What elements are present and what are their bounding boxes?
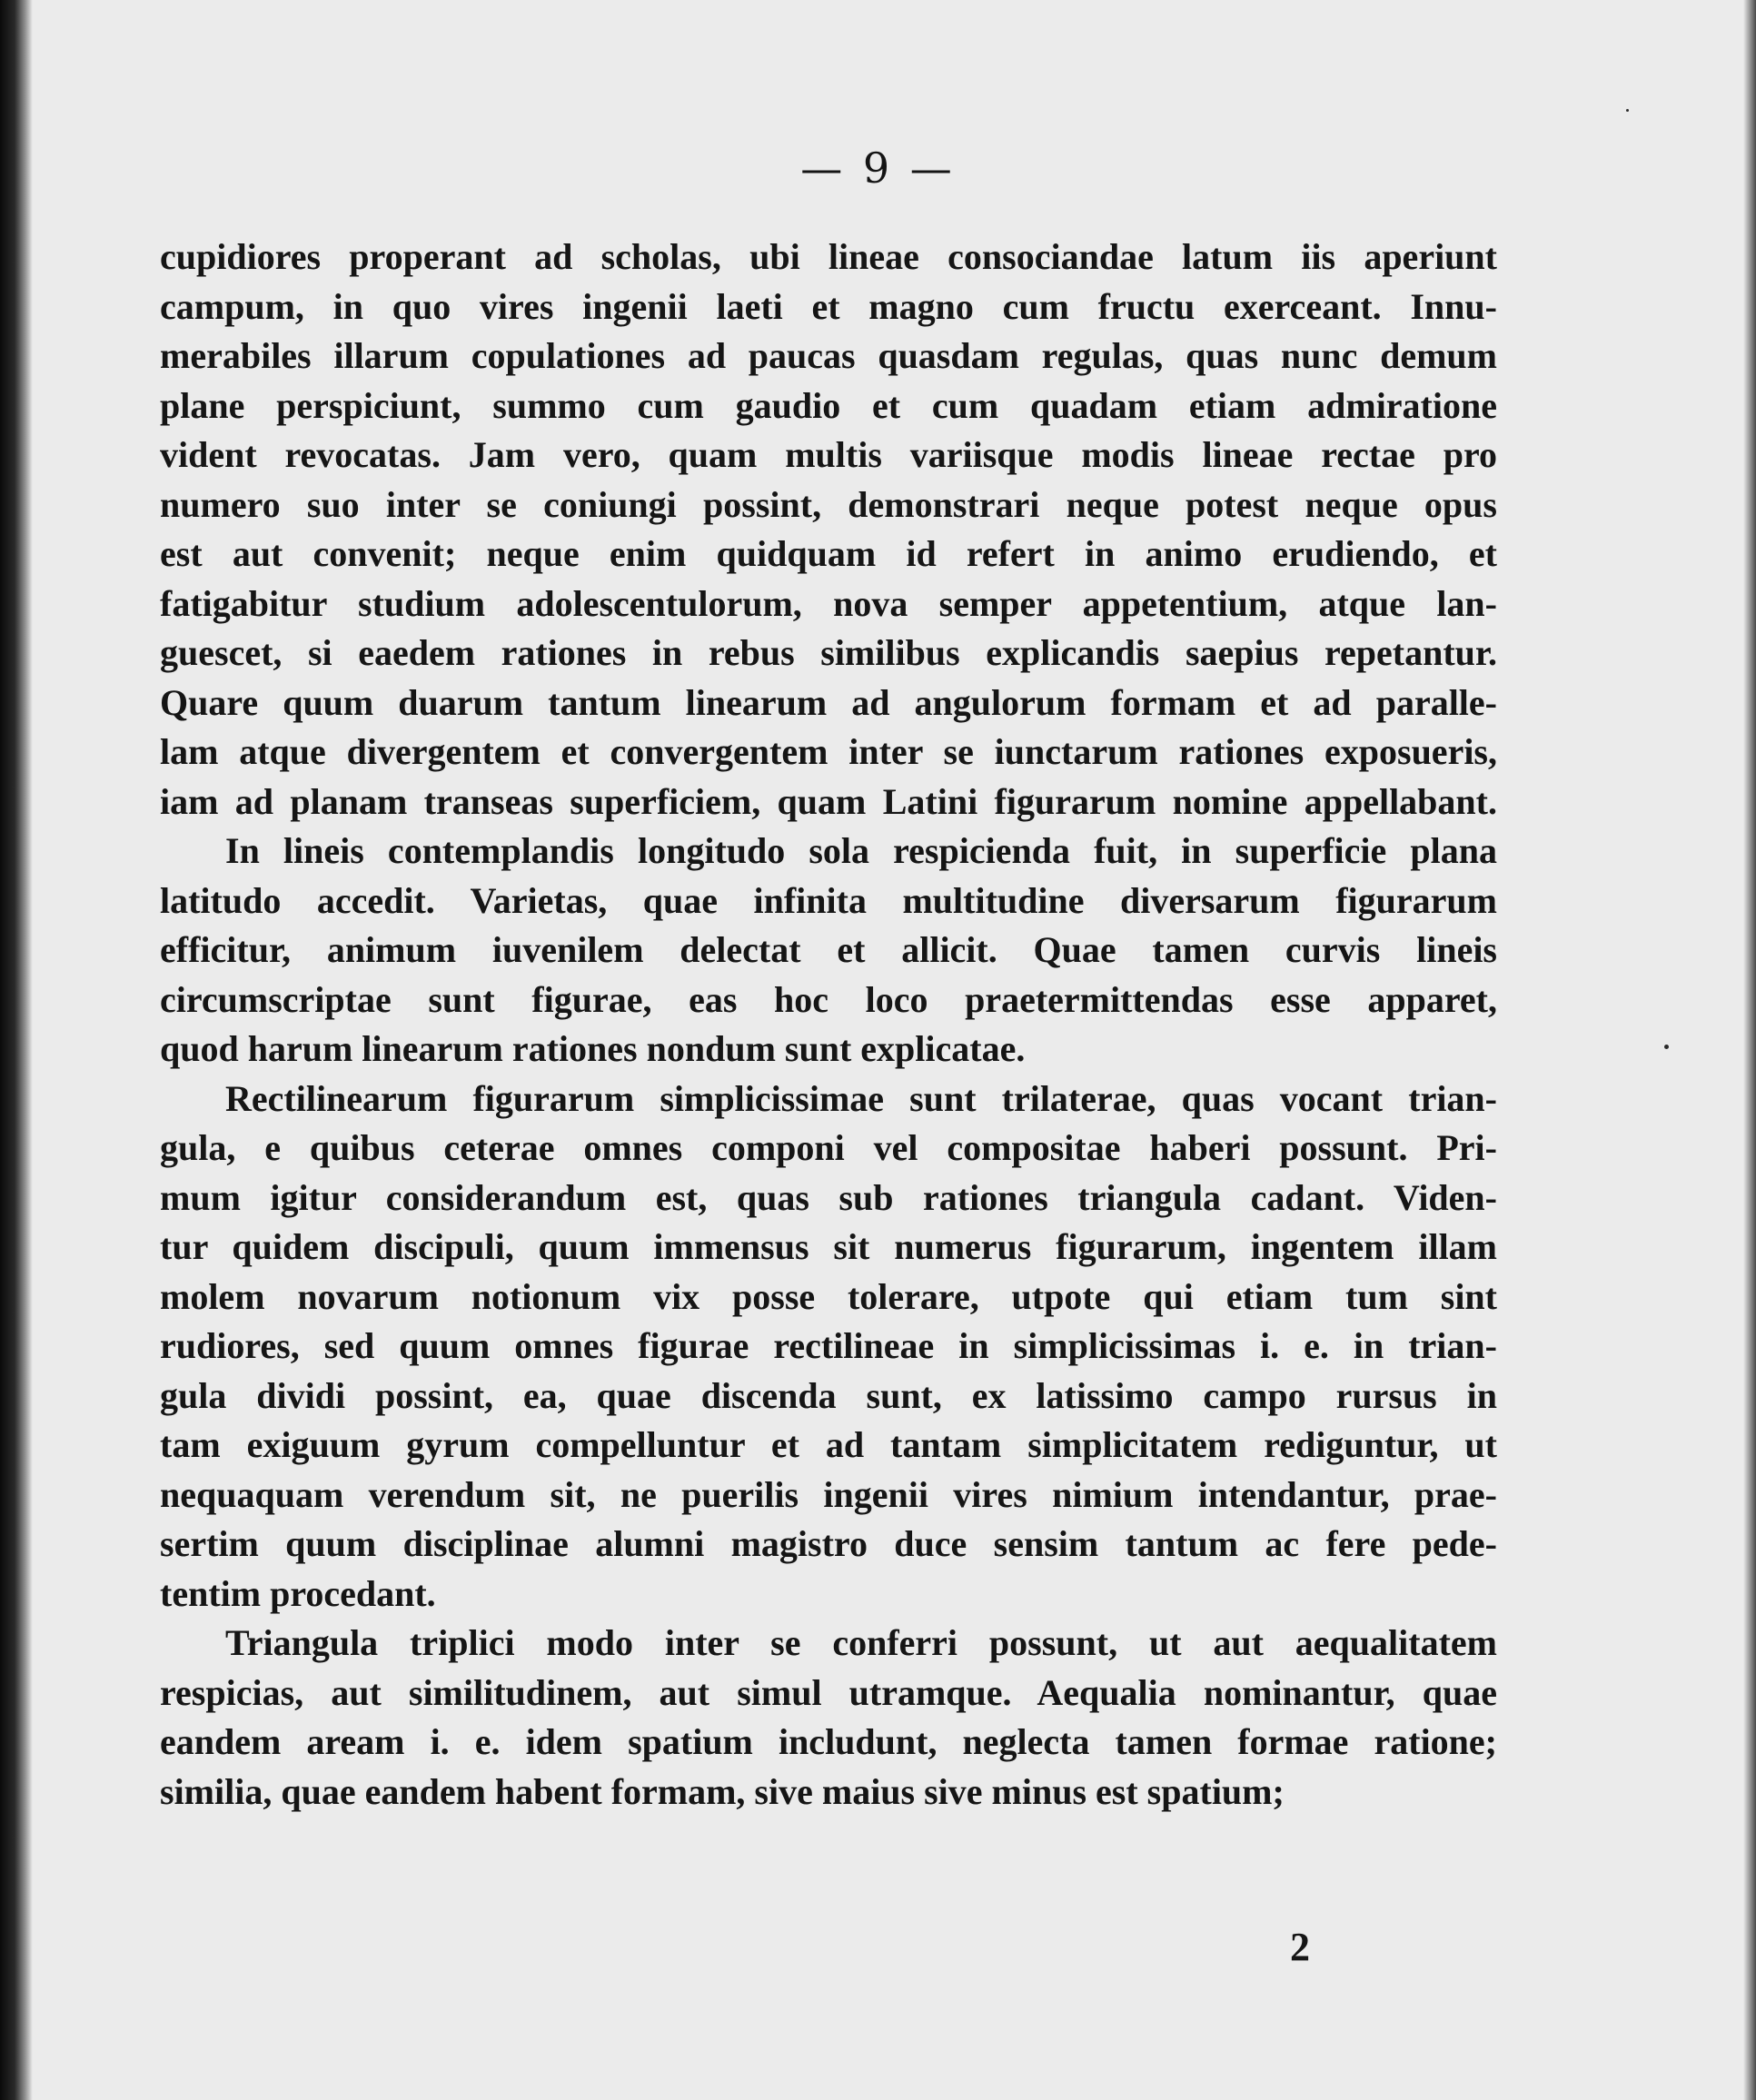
text-line: latitudo accedit. Varietas, quae infinita multitudine diversarum figurarum xyxy=(160,879,1497,921)
text-line: In lineis contemplandis longitudo sola respicienda fuit, in superficie plana xyxy=(225,830,1497,871)
page-number: — 9 — xyxy=(800,144,956,193)
text-line: guescet, si eaedem rationes in rebus similibus explicandis saepius repetantur. xyxy=(160,632,1497,673)
text-line: tentim procedant. xyxy=(160,1572,436,1614)
binding-shadow xyxy=(0,0,33,2100)
page-edge xyxy=(1743,0,1756,2100)
text-line: Rectilinearum figurarum simplicissimae sunt trilaterae, quas vocant trian- xyxy=(225,1077,1497,1119)
body-text xyxy=(160,233,1497,1817)
paragraph xyxy=(160,827,1497,1075)
speck xyxy=(1626,109,1629,112)
text-line: mum igitur considerandum est, quas sub rationes triangula cadant. Viden- xyxy=(160,1176,1497,1218)
text-line: circumscriptae sunt figurae, eas hoc loco praetermittendas esse apparet, xyxy=(160,978,1497,1020)
text-line: molem novarum notionum vix posse tolerare, utpote qui etiam tum sint xyxy=(160,1275,1497,1317)
text-line: sertim quum disciplinae alumni magistro duce sensim tantum ac fere pede- xyxy=(160,1523,1497,1564)
text-line: lam atque divergentem et convergentem inter se iunctarum rationes exposueris, xyxy=(160,731,1497,772)
text-line: rudiores, sed quum omnes figurae rectilineae in simplicissimas i. e. in trian- xyxy=(160,1325,1497,1366)
text-line: iam ad planam transeas superficiem, quam Latini figurarum nomine appellabant. xyxy=(160,780,1497,822)
text-line: campum, in quo vires ingenii laeti et magno cum fructu exerceant. Innu- xyxy=(160,285,1497,327)
text-line: gula, e quibus ceterae omnes componi vel compositae haberi possunt. Pri- xyxy=(160,1127,1497,1168)
signature-mark: 2 xyxy=(1290,1925,1310,1969)
text-line: est aut convenit; neque enim quidquam id refert in animo erudiendo, et xyxy=(160,533,1497,574)
text-line: tur quidem discipuli, quum immensus sit numerus figurarum, ingentem illam xyxy=(160,1226,1497,1267)
text-line: nequaquam verendum sit, ne puerilis ingenii vires nimium intendantur, prae- xyxy=(160,1473,1497,1515)
text-line: fatigabitur studium adolescentulorum, nova semper appetentium, atque lan- xyxy=(160,582,1497,624)
paragraph xyxy=(160,233,1497,827)
text-line: cupidiores properant ad scholas, ubi lineae consociandae latum iis aperiunt xyxy=(160,236,1497,277)
text-line: vident revocatas. Jam vero, quam multis variisque modis lineae rectae pro xyxy=(160,434,1497,475)
text-line: respicias, aut similitudinem, aut simul utramque. Aequalia nominantur, quae xyxy=(160,1671,1497,1713)
text-line: gula dividi possint, ea, quae discenda sunt, ex latissimo campo rursus in xyxy=(160,1374,1497,1416)
text-line: Triangula triplici modo inter se conferri possunt, ut aut aequalitatem xyxy=(225,1622,1497,1663)
speck xyxy=(1664,1045,1669,1049)
paragraph xyxy=(160,1075,1497,1620)
text-line: similia, quae eandem habent formam, sive maius sive minus est spatium; xyxy=(160,1770,1285,1812)
text-line: efficitur, animum iuvenilem delectat et allicit. Quae tamen curvis lineis xyxy=(160,929,1497,970)
text-line: merabiles illarum copulationes ad paucas quasdam regulas, quas nunc demum xyxy=(160,335,1497,376)
text-line: Quare quum duarum tantum linearum ad angulorum formam et ad paralle- xyxy=(160,681,1497,723)
paragraph xyxy=(160,1619,1497,1817)
text-line: quod harum linearum rationes nondum sunt explicatae. xyxy=(160,1028,1026,1069)
text-line: tam exiguum gyrum compelluntur et ad tantam simplicitatem rediguntur, ut xyxy=(160,1424,1497,1465)
text-line: numero suo inter se coniungi possint, demonstrari neque potest neque opus xyxy=(160,483,1497,525)
text-line: plane perspiciunt, summo cum gaudio et cum quadam etiam admiratione xyxy=(160,384,1497,426)
text-line: eandem aream i. e. idem spatium includunt, neglecta tamen formae ratione; xyxy=(160,1721,1497,1762)
